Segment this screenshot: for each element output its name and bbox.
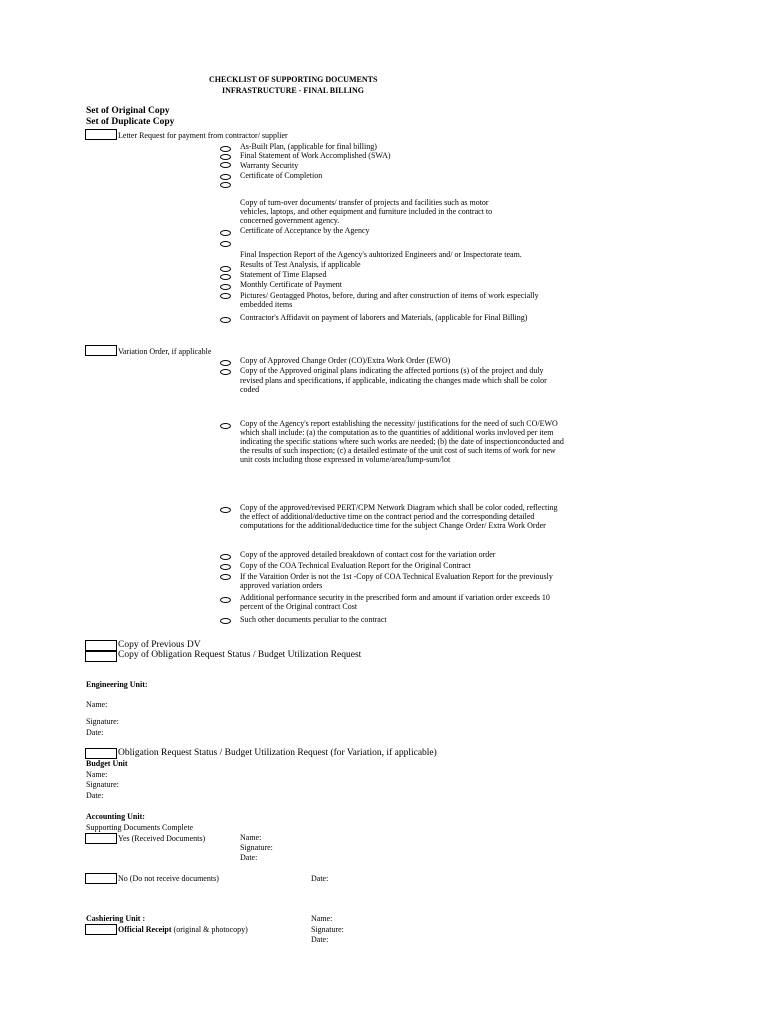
swa-checkbox[interactable] — [220, 154, 231, 160]
vo-pert-checkbox[interactable] — [220, 507, 231, 513]
acceptance-checkbox[interactable] — [220, 230, 231, 236]
item-monthly-cert: Monthly Certificate of Payment — [240, 280, 342, 289]
affidavit-checkbox[interactable] — [220, 317, 231, 323]
official-receipt-checkbox[interactable] — [85, 924, 117, 935]
budget-name-label: Name: — [86, 770, 108, 779]
budget-signature-label: Signature: — [86, 780, 119, 789]
previous-dv-checkbox[interactable] — [85, 640, 117, 651]
obligation-request-checkbox[interactable] — [85, 651, 117, 662]
engineering-signature-label: Signature: — [86, 717, 119, 726]
accounting-yes-checkbox[interactable] — [85, 833, 117, 844]
vo-other-checkbox[interactable] — [220, 618, 231, 624]
item-swa: Final Statement of Work Accomplished (SWA) — [240, 151, 391, 160]
vo-report-checkbox[interactable] — [220, 423, 231, 429]
inspection-checkbox[interactable] — [220, 241, 231, 247]
letter-request-checkbox[interactable] — [85, 129, 117, 140]
vo-item-breakdown: Copy of the approved detailed breakdown of contact cost for the variation order — [240, 550, 496, 559]
item-time-elapsed: Statement of Time Elapsed — [240, 270, 327, 279]
vo-plans-checkbox[interactable] — [220, 369, 231, 375]
duplicate-copy-label: Set of Duplicate Copy — [86, 117, 175, 127]
accounting-no-date-label: Date: — [311, 874, 329, 883]
time-elapsed-checkbox[interactable] — [220, 274, 231, 280]
monthly-cert-checkbox[interactable] — [220, 284, 231, 290]
vo-item-report-1: Copy of the Agency's report establishing the necessity/ justifications for the need of such CO/EWO — [240, 419, 558, 428]
vo-item-report-3: indicating the specific stations where such works are needed; (b) the date of inspectionconducted and — [240, 437, 564, 446]
accounting-no-label: No (Do not receive documents) — [118, 874, 219, 883]
vo-coa-original-checkbox[interactable] — [220, 564, 231, 570]
cashiering-name-label: Name: — [311, 914, 333, 923]
vo-coa-previous-checkbox[interactable] — [220, 574, 231, 580]
accounting-date-label: Date: — [240, 853, 258, 862]
title-line-1: CHECKLIST OF SUPPORTING DOCUMENTS — [209, 75, 378, 84]
obligation-request-label: Copy of Obligation Request Status / Budget Utilization Request — [118, 650, 362, 660]
budget-date-label: Date: — [86, 791, 104, 800]
vo-item-pert-3: computations for the additional/deductice time for the subject Change Order/ Extra Work Order — [240, 521, 546, 530]
official-receipt-label — [118, 925, 248, 934]
vo-item-plans-1: Copy of the Approved original plans indicating the affected portions (s) of the project and duly — [240, 366, 544, 375]
accounting-yes-label: Yes (Received Documents) — [118, 834, 206, 843]
vo-item-coa-previous-1: If the Varaition Order is not the 1st -Copy of COA Technical Evaluation Report for the previously — [240, 572, 553, 581]
accounting-complete-label: Supporting Documents Complete — [86, 823, 194, 832]
item-warranty: Warranty Security — [240, 161, 299, 170]
test-results-checkbox[interactable] — [220, 266, 231, 272]
cashiering-heading: Cashiering Unit : — [86, 914, 146, 923]
vo-security-checkbox[interactable] — [220, 597, 231, 603]
vo-item-report-5: unit costs including those expressed in volume/area/lump-sum/lot — [240, 455, 451, 464]
engineering-name-label: Name: — [86, 700, 108, 709]
vo-item-security-2: percent of the Original contract Cost — [240, 602, 358, 611]
item-completion: Certificate of Completion — [240, 171, 323, 180]
item-turnover-2: vehicles, laptops, and other equipment and furniture included in the contract to — [240, 207, 493, 216]
item-pictures-2: embedded items — [240, 300, 293, 309]
accounting-signature-label: Signature: — [240, 843, 273, 852]
as-built-checkbox[interactable] — [220, 146, 231, 152]
completion-checkbox[interactable] — [220, 174, 231, 180]
item-turnover-1: Copy of turn-over documents/ transfer of projects and facilities such as motor — [240, 198, 489, 207]
vo-item-coa-previous-2: approved variation orders — [240, 581, 323, 590]
vo-item-pert-1: Copy of the approved/revised PERT/CPM Network Diagram which shall be color coded, reflecting — [240, 503, 558, 512]
variation-order-label: Variation Order, if applicable — [118, 347, 212, 356]
title-line-2: INFRASTRUCTURE - FINAL BILLING — [222, 86, 365, 95]
vo-item-other: Such other documents peculiar to the contract — [240, 615, 387, 624]
vo-item-report-4: the results of such inspection; (c) a detailed estimate of the unit cost of such items of work for new — [240, 446, 556, 455]
vo-item-plans-3: coded — [240, 385, 260, 394]
vo-item-security-1: Additional performance security in the prescribed form and amount if variation order exceeds 10 — [240, 593, 550, 602]
item-as-built: As-Built Plan, (applicable for final billing) — [240, 142, 377, 151]
official-receipt-rest: (original & photocopy) — [171, 925, 248, 934]
warranty-checkbox[interactable] — [220, 162, 231, 168]
item-turnover-3: concerned government agency. — [240, 216, 340, 225]
accounting-name-label: Name: — [240, 833, 262, 842]
vo-breakdown-checkbox[interactable] — [220, 554, 231, 560]
pictures-checkbox[interactable] — [220, 293, 231, 299]
cashiering-date-label: Date: — [311, 935, 329, 944]
original-copy-label: Set of Original Copy — [86, 106, 170, 116]
vo-item-coa-original: Copy of the COA Technical Evaluation Report for the Original Contract — [240, 561, 471, 570]
vo-change-order-checkbox[interactable] — [220, 360, 231, 366]
vo-item-plans-2: revised plans and specifications, if applicable, indicating the changes made which shall be color — [240, 376, 547, 385]
turnover-checkbox[interactable] — [220, 182, 231, 188]
letter-request-label: Letter Request for payment from contractor/ supplier — [118, 131, 288, 140]
variation-order-checkbox[interactable] — [85, 345, 117, 356]
engineering-heading: Engineering Unit: — [86, 680, 148, 689]
item-pictures-1: Pictures/ Geotagged Photos, before, during and after construction of items of work especially — [240, 291, 539, 300]
accounting-heading: Accounting Unit: — [86, 812, 145, 821]
vo-item-report-2: which shall include: (a) the computation as to the quantities of additional works invloved per item — [240, 428, 554, 437]
previous-dv-label: Copy of Previous DV — [118, 640, 201, 650]
accounting-no-checkbox[interactable] — [85, 873, 117, 884]
budget-heading: Budget Unit — [86, 759, 128, 768]
item-test-results: Results of Test Analysis, if applicable — [240, 260, 361, 269]
item-acceptance: Certificate of Acceptance by the Agency — [240, 226, 370, 235]
vo-item-pert-2: the effect of additional/deductive time on the contract period and the corresponding detailed — [240, 512, 535, 521]
item-affidavit: Contractor's Affidavit on payment of laborers and Materials, (applicable for Final Billing) — [240, 313, 528, 322]
official-receipt-bold: Official Receipt — [118, 925, 172, 934]
obligation-variation-label: Obligation Request Status / Budget Utilization Request (for Variation, if applicable) — [118, 748, 437, 758]
cashiering-signature-label: Signature: — [311, 925, 344, 934]
obligation-variation-checkbox[interactable] — [85, 748, 117, 759]
item-inspection: Final Inspection Report of the Agency's auhtorized Engineers and/ or Inspectorate team. — [240, 250, 522, 259]
vo-item-change-order: Copy of Approved Change Order (CO)/Extra Work Order (EWO) — [240, 356, 451, 365]
engineering-date-label: Date: — [86, 728, 104, 737]
